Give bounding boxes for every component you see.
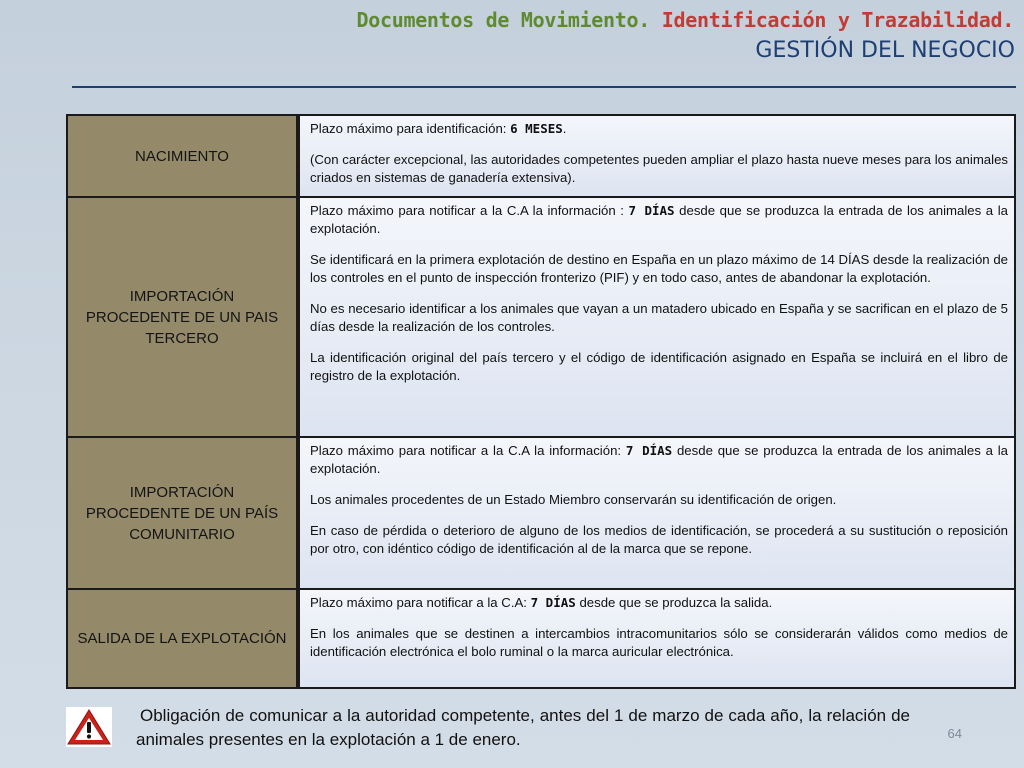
deadline-highlight: 7 DÍAS <box>530 595 576 610</box>
deadline-highlight: 7 DÍAS <box>628 203 675 218</box>
description-paragraph: Plazo máximo para identificación: 6 MESES. <box>310 121 567 136</box>
row-category: IMPORTACIÓN PROCEDENTE DE UN PAÍS COMUNITARIO <box>68 438 300 588</box>
description-paragraph: Los animales procedentes de un Estado Miembro conservarán su identificación de origen. <box>310 492 837 507</box>
description-paragraph: Plazo máximo para notificar a la C.A: 7 DÍAS desde que se produzca la salida. <box>310 595 773 610</box>
description-paragraph: Se identificará en la primera explotación de destino en España en un plazo máximo de 14 DÍAS desde la realización de los controles en el punto de inspección fronterizo (PIF) y en todo caso, antes de abandonar la explotación. <box>310 252 1008 285</box>
description-paragraph: Plazo máximo para notificar a la C.A la información : 7 DÍAS desde que se produzca la entrada de los animales a la explotación. <box>310 203 1008 236</box>
description-paragraph: En los animales que se destinen a intercambios intracomunitarios sólo se considerarán válidos como medios de identificación electrónica el bolo ruminal o la marca auricular electrónica. <box>310 626 1008 659</box>
row-category: NACIMIENTO <box>68 116 300 196</box>
deadline-highlight: 7 DÍAS <box>625 443 673 458</box>
row-category: IMPORTACIÓN PROCEDENTE DE UN PAIS TERCERO <box>68 198 300 436</box>
slide-subtitle: GESTIÓN DEL NEGOCIO <box>755 38 1015 63</box>
deadline-highlight: 6 MESES <box>510 121 563 136</box>
identification-deadlines-table <box>66 114 1016 689</box>
table-row <box>68 196 1014 436</box>
row-category: SALIDA DE LA EXPLOTACIÓN <box>68 590 300 687</box>
description-paragraph: La identificación original del país tercero y el código de identificación asignado en España se incluirá en el libro de registro de la explotación. <box>310 350 1008 383</box>
description-paragraph: Plazo máximo para notificar a la C.A la información: 7 DÍAS desde que se produzca la entrada de los animales a la explotación. <box>310 443 1008 476</box>
obligation-notice: Obligación de comunicar a la autoridad competente, antes del 1 de marzo de cada año, la relación de animales presentes en la explotación a 1 de enero. <box>136 706 910 749</box>
table-row <box>68 116 1014 196</box>
title-part-movement-documents: Documentos de Movimiento. <box>356 8 651 32</box>
row-description <box>300 116 1014 196</box>
slide-title <box>356 8 1014 32</box>
row-description <box>300 198 1014 436</box>
row-description <box>300 438 1014 588</box>
table-row <box>68 588 1014 687</box>
page-number: 64 <box>947 726 962 741</box>
description-paragraph: En caso de pérdida o deterioro de alguno de los medios de identificación, se procederá a su sustitución o reposición por otro, con idéntico código de identificación al de la marca que se repone. <box>310 523 1008 556</box>
row-description <box>300 590 1014 687</box>
description-paragraph: (Con carácter excepcional, las autoridades competentes pueden ampliar el plazo hasta nueve meses para los animales criados en sistemas de ganadería extensiva). <box>310 152 1008 185</box>
description-paragraph: No es necesario identificar a los animales que vayan a un matadero ubicado en España y se sacrifican en el plazo de 5 días desde la realización de los controles. <box>310 301 1008 334</box>
title-divider <box>72 86 1016 88</box>
title-part-identification: Identificación y Trazabilidad. <box>661 8 1014 32</box>
warning-triangle-icon <box>66 707 112 747</box>
table-row <box>68 436 1014 588</box>
